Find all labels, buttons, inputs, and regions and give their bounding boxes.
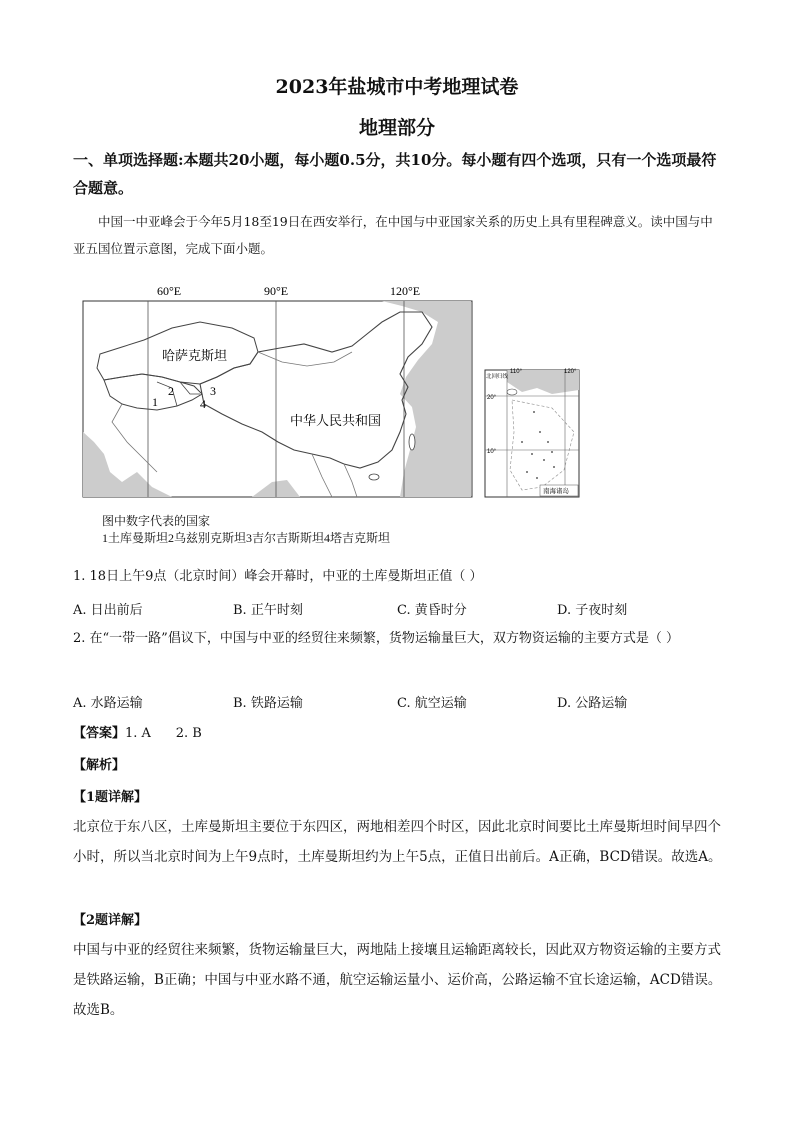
- question-2-stem: 2. 在“一带一路”倡议下，中国与中亚的经贸往来频繁，货物运输量巨大，双方物资运输的主要方式是（ ）: [73, 631, 679, 646]
- page-subtitle: 地理部分: [358, 117, 435, 139]
- label-country-2: 2: [168, 384, 174, 398]
- section-heading: 一、单项选择题:本题共20小题，每小题0.5分，共10分。每小题有四个选项，只有一个选项最符合题意。: [73, 151, 717, 197]
- q2-option-b[interactable]: B. 铁路运输: [233, 696, 303, 711]
- answer-line: [73, 722, 202, 741]
- label-country-3: 3: [210, 384, 216, 398]
- intro-paragraph: 中国一中亚峰会于今年5月18至19日在西安举行，在中国与中亚国家关系的历史上具有里程碑意义。读中国与中亚五国位置示意图，完成下面小题。: [73, 214, 713, 256]
- lon-label-90: 90°E: [264, 284, 289, 298]
- map-figure: [82, 282, 702, 517]
- q1-option-a[interactable]: A. 日出前后: [73, 603, 143, 618]
- detail-2-label: 【2题详解】: [73, 913, 148, 928]
- detail-1-label: 【1题详解】: [73, 790, 148, 805]
- inset-lat-10: 10°: [487, 449, 497, 455]
- inset-map: [485, 369, 579, 497]
- inset-caption: 南海诸岛: [543, 487, 569, 495]
- label-china: 中华人民共和国: [290, 414, 382, 429]
- inset-corner-label: 北回归线: [486, 374, 509, 380]
- page-title: 2023年盐城市中考地理试卷: [275, 76, 519, 98]
- q2-option-c[interactable]: C. 航空运输: [397, 696, 467, 711]
- detail-2-text: 中国与中亚的经贸往来频繁，货物运输量巨大，两地陆上接壤且运输距离较长，因此双方物资运输的主要方式是铁路运输，B正确；中国与中亚水路不通，航空运输运量小、运价高，公路运输不宜长途运输，ACD错误。故选B。: [73, 942, 722, 1018]
- answer-label: 【答案】: [73, 726, 126, 741]
- label-country-4: 4: [200, 397, 206, 411]
- label-country-1: 1: [152, 395, 158, 409]
- lon-label-120: 120°E: [390, 284, 421, 298]
- inset-lat-20: 20°: [487, 395, 497, 401]
- inset-lon-120: 120°: [564, 369, 577, 375]
- q1-option-c[interactable]: C. 黄昏时分: [397, 603, 467, 618]
- q1-option-d[interactable]: D. 子夜时刻: [557, 603, 628, 618]
- q2-option-d[interactable]: D. 公路运输: [557, 696, 628, 711]
- detail-1-text: 北京位于东八区，土库曼斯坦主要位于东四区，两地相差四个时区，因此北京时间要比土库曼斯坦时间早四个小时，所以当北京时间为上午9点时，土库曼斯坦约为上午5点，正值日出前后。A正确，BCD错误。故选A。: [73, 819, 722, 865]
- question-1-stem: 1. 18日上午9点（北京时间）峰会开幕时，中亚的土库曼斯坦正值（ ）: [73, 569, 483, 584]
- inset-lon-110: 110°: [510, 369, 522, 375]
- legend-items: 1土库曼斯坦2乌兹别克斯坦3吉尔吉斯斯坦4塔吉克斯坦: [102, 531, 391, 545]
- lon-label-60: 60°E: [157, 284, 182, 298]
- label-kazakhstan: 哈萨克斯坦: [162, 349, 228, 364]
- analysis-label: 【解析】: [73, 758, 126, 773]
- q1-option-b[interactable]: B. 正午时刻: [233, 603, 303, 618]
- answer-text: 1. A 2. B: [125, 726, 202, 741]
- q2-option-a[interactable]: A. 水路运输: [73, 696, 143, 711]
- legend-title: 图中数字代表的国家: [102, 514, 211, 528]
